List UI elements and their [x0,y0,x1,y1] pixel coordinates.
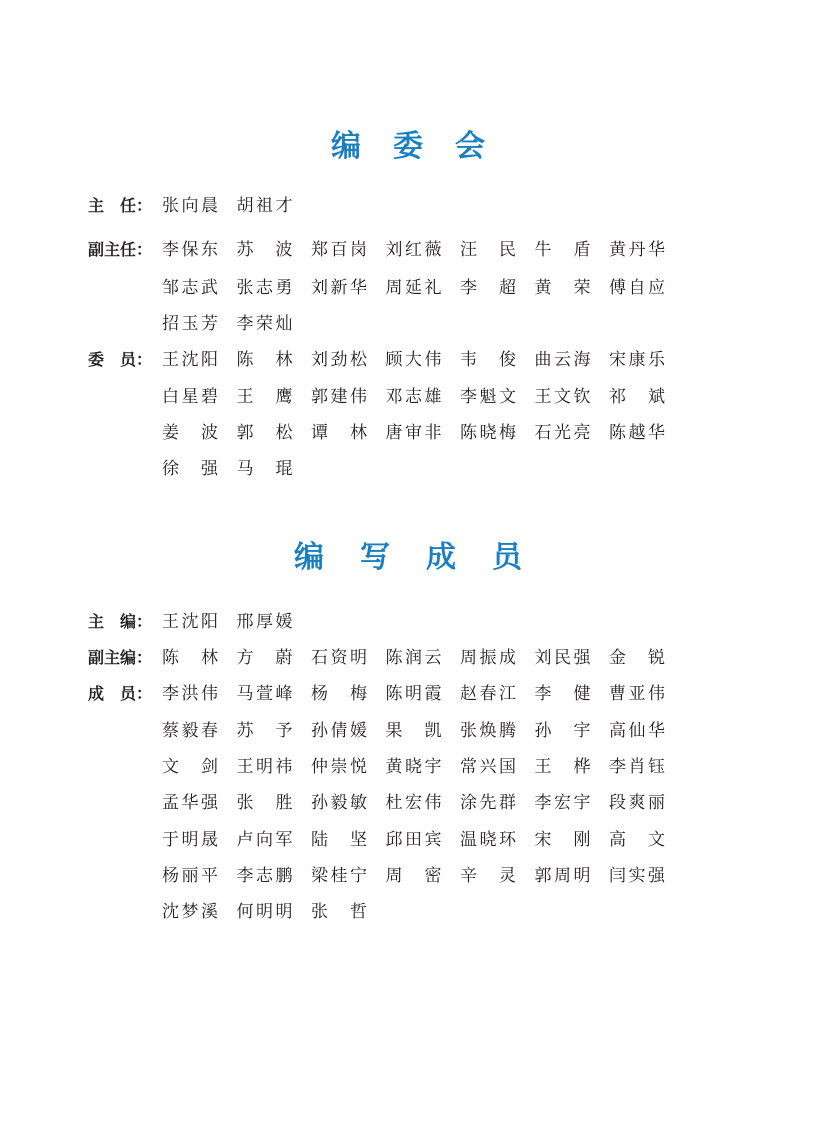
member-name: 马 琨 [236,459,293,479]
committee-role-label: 委 员： [88,350,153,369]
member-name: 曲 云 海 [534,350,591,370]
member-name: 周 延 礼 [385,278,442,298]
member-name: 苏 波 [236,240,293,260]
writers-title-char: 编 [294,540,324,575]
member-name: 王 文 钦 [534,387,591,407]
committee-role-label: 副主任： [88,240,153,259]
member-name: 闫 实 强 [609,866,665,886]
member-name: 张 焕 腾 [460,721,516,741]
member-name: 辛 灵 [460,866,516,886]
member-name: 温 晓 环 [460,830,516,850]
member-name: 白 星 碧 [162,387,218,407]
committee-title [0,129,816,165]
member-name: 卢 向 军 [236,830,293,850]
member-name: 汪 民 [460,240,516,260]
member-name: 涂 先 群 [460,793,516,813]
committee-title-char: 委 [393,129,423,164]
member-name: 何 明 明 [236,902,293,922]
member-name: 文 剑 [162,757,218,777]
member-name: 李 健 [534,684,591,704]
member-name: 张 胜 [236,793,293,813]
member-name: 邢 厚 媛 [236,612,293,632]
writers-role-label: 成 员： [88,684,153,703]
member-name: 李 超 [460,278,516,298]
member-name: 王 桦 [534,757,591,777]
member-name: 张 哲 [311,902,367,922]
member-name: 王 沈 阳 [162,612,218,632]
member-name: 杨 丽 平 [162,866,218,886]
committee-title-char: 编 [331,129,361,164]
member-name: 高 文 [609,830,665,850]
member-name: 郭 松 [236,423,293,443]
member-name: 方 蔚 [236,648,293,668]
member-name: 杨 梅 [311,684,367,704]
member-name: 金 锐 [609,648,665,668]
member-name: 石 资 明 [311,648,367,668]
writers-title [0,540,816,576]
member-name: 高 仙 华 [609,721,665,741]
member-name: 孙 倩 媛 [311,721,367,741]
member-name: 赵 春 江 [460,684,516,704]
member-name: 陈 林 [162,648,218,668]
member-name: 孙 宇 [534,721,591,741]
member-name: 张 向 晨 [162,196,218,216]
member-name: 陆 坚 [311,830,367,850]
member-name: 黄 丹 华 [609,240,665,260]
member-name: 陈 晓 梅 [460,423,516,443]
member-name: 黄 晓 宇 [385,757,442,777]
writers-role-label: 主 编： [88,612,153,631]
writers-title-char: 成 [426,540,456,575]
member-name: 宋 康 乐 [609,350,665,370]
member-name: 张 志 勇 [236,278,293,298]
member-name: 徐 强 [162,459,218,479]
member-name: 黄 荣 [534,278,591,298]
member-name: 郭 周 明 [534,866,591,886]
member-name: 苏 予 [236,721,293,741]
member-name: 王 明 祎 [236,757,293,777]
member-name: 石 光 亮 [534,423,591,443]
member-name: 王 沈 阳 [162,350,218,370]
committee-title-char: 会 [455,129,485,164]
member-name: 牛 盾 [534,240,591,260]
member-name: 刘 新 华 [311,278,367,298]
member-name: 李 魁 文 [460,387,516,407]
member-name: 陈 林 [236,350,293,370]
member-name: 宋 刚 [534,830,591,850]
member-name: 陈 明 霞 [385,684,442,704]
member-name: 孙 毅 敏 [311,793,367,813]
member-name: 李 宏 宇 [534,793,591,813]
member-name: 祁 斌 [609,387,665,407]
member-name: 姜 波 [162,423,218,443]
member-name: 陈 润 云 [385,648,442,668]
member-name: 沈 梦 溪 [162,902,218,922]
member-name: 段 爽 丽 [609,793,665,813]
member-name: 邓 志 雄 [385,387,442,407]
member-name: 邱 田 宾 [385,830,442,850]
member-name: 招 玉 芳 [162,314,218,334]
member-name: 马 萱 峰 [236,684,293,704]
member-name: 顾 大 伟 [385,350,442,370]
member-name: 王 鹰 [236,387,293,407]
writers-role-label: 副主编： [88,648,153,667]
member-name: 周 密 [385,866,442,886]
member-name: 周 振 成 [460,648,516,668]
member-name: 李 肖 钰 [609,757,665,777]
member-name: 刘 劲 松 [311,350,367,370]
member-name: 果 凯 [385,721,442,741]
member-name: 郭 建 伟 [311,387,367,407]
writers-title-char: 写 [360,540,390,575]
member-name: 郑 百 岗 [311,240,367,260]
member-name: 于 明 晟 [162,830,218,850]
member-name: 谭 林 [311,423,367,443]
member-name: 曹 亚 伟 [609,684,665,704]
member-name: 李 志 鹏 [236,866,293,886]
committee-role-label: 主 任： [88,196,153,215]
member-name: 刘 民 强 [534,648,591,668]
member-name: 傅 自 应 [609,278,665,298]
member-name: 李 洪 伟 [162,684,218,704]
member-name: 仲 崇 悦 [311,757,367,777]
member-name: 杜 宏 伟 [385,793,442,813]
member-name: 韦 俊 [460,350,516,370]
writers-title-char: 员 [492,540,522,575]
member-name: 胡 祖 才 [236,196,293,216]
member-name: 李 保 东 [162,240,218,260]
member-name: 孟 华 强 [162,793,218,813]
member-name: 常 兴 国 [460,757,516,777]
member-name: 蔡 毅 春 [162,721,218,741]
member-name: 梁 桂 宁 [311,866,367,886]
member-name: 唐 审 非 [385,423,442,443]
member-name: 刘 红 薇 [385,240,442,260]
member-name: 邹 志 武 [162,278,218,298]
member-name: 陈 越 华 [609,423,665,443]
member-name: 李 荣 灿 [236,314,293,334]
